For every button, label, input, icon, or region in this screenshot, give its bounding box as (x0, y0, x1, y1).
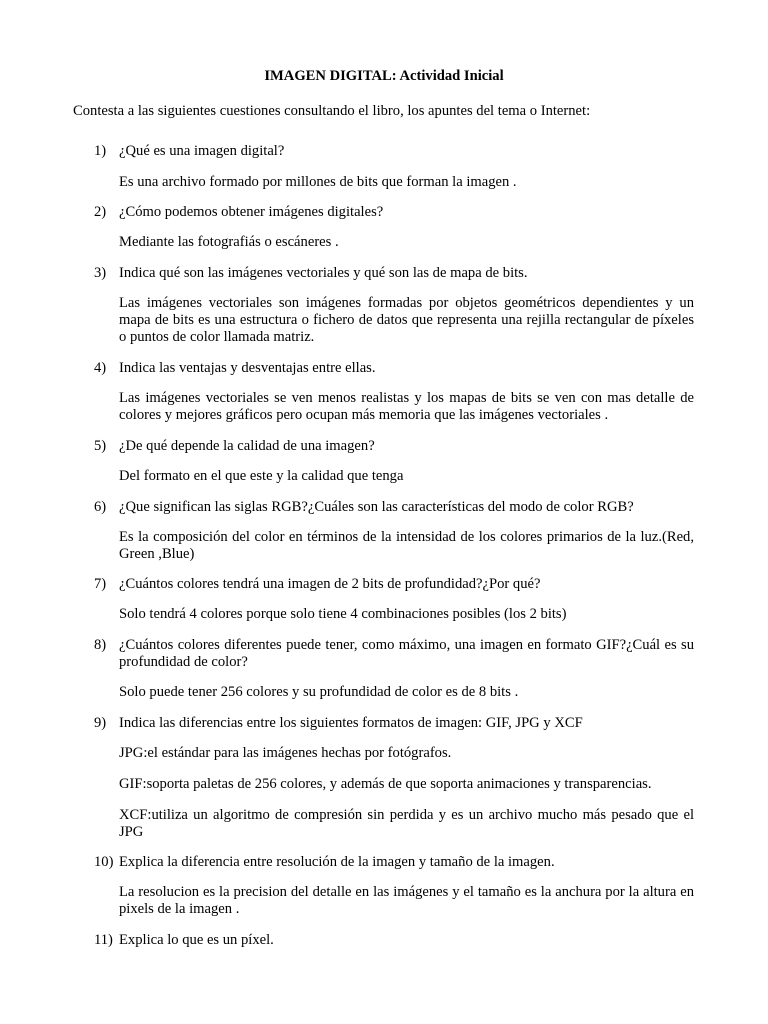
question-number: 2) (94, 204, 107, 220)
answer-9-xcf: XCF:utiliza un algoritmo de compresión sin perdida y es un archivo mucho más pesado que el JPG (119, 807, 694, 840)
question-text: ¿Cuántos colores tendrá una imagen de 2 bits de profundidad?¿Por qué? (119, 576, 541, 592)
question-number: 6) (94, 499, 107, 515)
question-number: 5) (94, 438, 107, 454)
question-number: 7) (94, 576, 107, 592)
question-text: ¿Que significan las siglas RGB?¿Cuáles son las características del modo de color RGB? (119, 499, 634, 515)
question-text: Indica las ventajas y desventajas entre ellas. (119, 360, 376, 376)
question-text: ¿Qué es una imagen digital? (119, 143, 285, 159)
question-number: 9) (94, 715, 107, 731)
question-number: 8) (94, 637, 107, 653)
question-text: Indica las diferencias entre los siguientes formatos de imagen: GIF, JPG y XCF (119, 715, 583, 731)
answer-6: Es la composición del color en términos de la intensidad de los colores primarios de la luz.(Red, Green ,Blue) (119, 529, 694, 562)
answer-2: Mediante las fotografiás o escáneres . (119, 234, 339, 250)
question-text: Indica qué son las imágenes vectoriales y qué son las de mapa de bits. (119, 265, 528, 281)
answer-10: La resolucion es la precision del detalle en las imágenes y el tamaño es la anchura por la altura en pixels de la imagen . (119, 884, 694, 917)
question-text: Explica la diferencia entre resolución de la imagen y tamaño de la imagen. (119, 854, 555, 870)
answer-9-gif: GIF:soporta paletas de 256 colores, y además de que soporta animaciones y transparencias. (119, 776, 652, 792)
question-number: 4) (94, 360, 107, 376)
document-title: IMAGEN DIGITAL: Actividad Inicial (264, 68, 504, 84)
answer-5: Del formato en el que este y la calidad que tenga (119, 468, 404, 484)
answer-4: Las imágenes vectoriales se ven menos realistas y los mapas de bits se ven con mas detalle de colores y mejores gráficos pero ocupan más memoria que las imágenes vectoriales . (119, 390, 694, 423)
question-text: ¿De qué depende la calidad de una imagen? (119, 438, 375, 454)
question-number: 3) (94, 265, 107, 281)
answer-7: Solo tendrá 4 colores porque solo tiene 4 combinaciones posibles (los 2 bits) (119, 606, 567, 622)
question-text: Explica lo que es un píxel. (119, 932, 274, 948)
answer-9-jpg: JPG:el estándar para las imágenes hechas por fotógrafos. (119, 745, 452, 761)
document-intro: Contesta a las siguientes cuestiones consultando el libro, los apuntes del tema o Internet: (73, 103, 591, 119)
question-number: 10) (94, 854, 114, 870)
question-number: 11) (94, 932, 113, 948)
answer-3: Las imágenes vectoriales son imágenes formadas por objetos geométricos dependientes y un mapa de bits es una estructura o fichero de datos que representa una rejilla rectangular de píxeles o puntos de color llamada matriz. (119, 295, 694, 345)
question-text: ¿Cuántos colores diferentes puede tener, como máximo, una imagen en formato GIF?¿Cuál es su profundidad de color? (119, 637, 694, 670)
answer-1: Es una archivo formado por millones de bits que forman la imagen . (119, 174, 517, 190)
answer-8: Solo puede tener 256 colores y su profundidad de color es de 8 bits . (119, 684, 519, 700)
question-number: 1) (94, 143, 107, 159)
question-text: ¿Cómo podemos obtener imágenes digitales? (119, 204, 384, 220)
